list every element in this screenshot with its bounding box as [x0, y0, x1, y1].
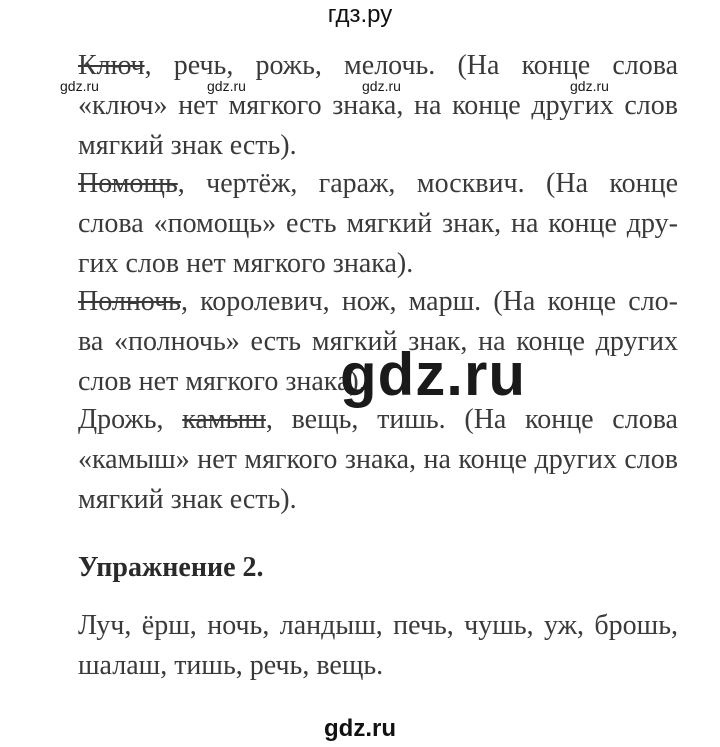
- line-text: , королевич, нож, марш. (На конце сло-: [180, 286, 678, 317]
- line-prefix: Дрожь,: [78, 404, 183, 435]
- watermark-large: gdz.ru: [340, 341, 526, 408]
- site-header: гдз.ру: [327, 1, 393, 28]
- struck-word: Помощь: [78, 168, 178, 199]
- site-footer: gdz.ru: [324, 715, 396, 742]
- exercise-paragraph: [78, 606, 678, 686]
- struck-word: камыш: [182, 404, 266, 435]
- text-line: гих слов нет мягкого знака).: [78, 248, 414, 279]
- watermark-small: gdz.ru: [570, 78, 609, 94]
- text-line: «ключ» нет мягкого знака, на конце других слов: [78, 90, 678, 121]
- text-line: мягкий знак есть).: [78, 484, 297, 515]
- text-line: шалаш, тишь, речь, вещь.: [78, 650, 384, 681]
- struck-word: Полночь: [78, 286, 181, 317]
- text-line: мягкий знак есть).: [78, 130, 297, 161]
- line-text: , чертёж, гараж, москвич. (На конце: [177, 168, 678, 199]
- watermark-small: gdz.ru: [207, 78, 246, 94]
- text-line: [78, 282, 678, 322]
- text-line: слова «помощь» есть мягкий знак, на конце дру-: [78, 208, 678, 239]
- answer-paragraph-2: [78, 164, 678, 284]
- text-line: слов нет мягкого знака).: [78, 366, 366, 397]
- struck-word: Ключ: [78, 50, 145, 81]
- watermark-small: gdz.ru: [60, 78, 99, 94]
- line-text: , вещь, тишь. (На конце слова: [265, 404, 678, 435]
- text-line: [78, 164, 678, 204]
- answer-paragraph-1: [78, 46, 678, 166]
- text-line: ва «полночь» есть мягкий знак, на конце других: [78, 326, 678, 357]
- exercise-heading: Упражнение 2.: [78, 552, 264, 583]
- answer-paragraph-4: [78, 400, 678, 520]
- text-line: Луч, ёрш, ночь, ландыш, печь, чушь, уж, брошь,: [78, 610, 678, 641]
- watermark-small: gdz.ru: [362, 78, 401, 94]
- text-line: «камыш» нет мягкого знака, на конце других слов: [78, 444, 678, 475]
- line-text: , речь, рожь, мелочь. (На конце слова: [144, 50, 678, 81]
